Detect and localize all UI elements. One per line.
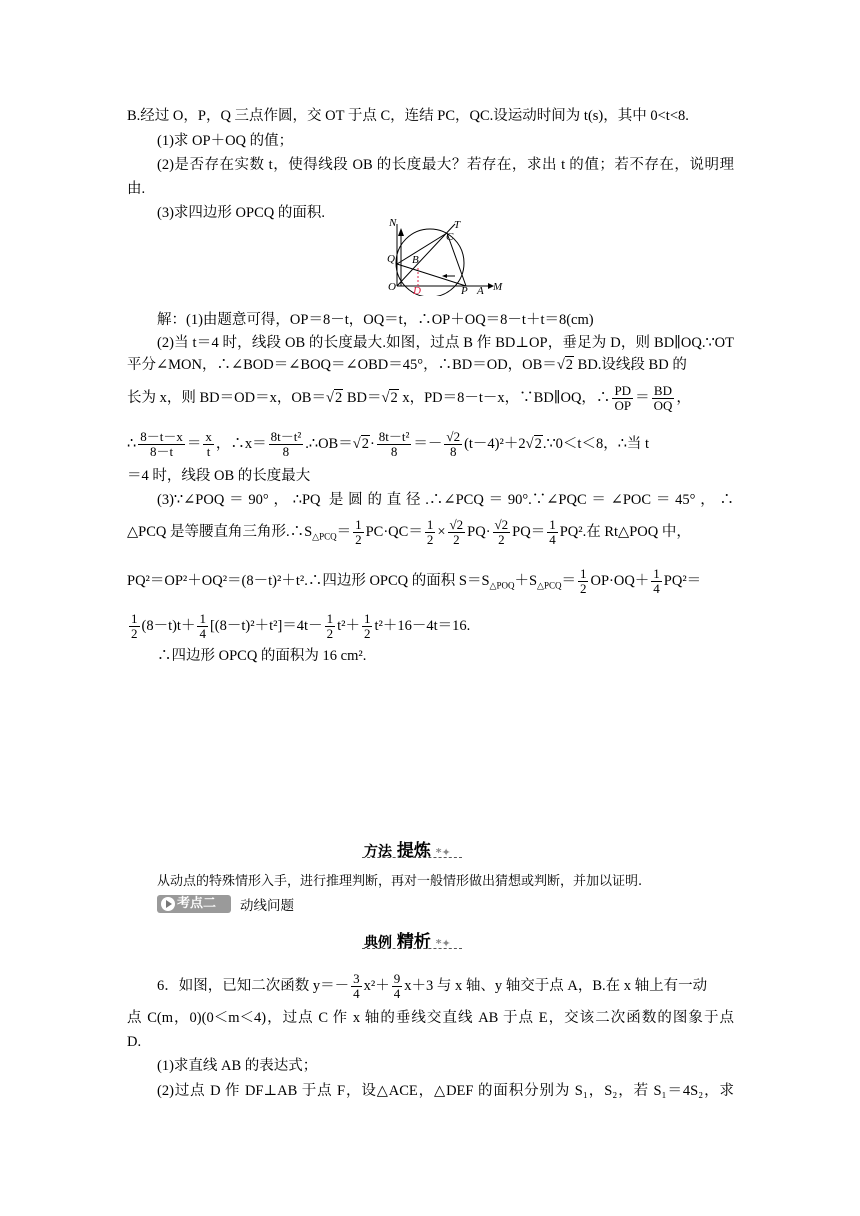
- fraction: $\frac{8-t-x}{8-t}$: [140, 429, 183, 459]
- badge-label: 考点二: [177, 896, 217, 911]
- text: ＝: [336, 523, 352, 540]
- text: BD.设线段 BD 的: [577, 357, 687, 373]
- label-d: D: [413, 285, 421, 296]
- star-icon: *✦: [435, 846, 451, 859]
- text: ＝: [561, 572, 576, 589]
- fraction: $\frac{1}{4}$: [549, 517, 556, 547]
- solution-line: ＝4 时，线段 OB 的长度最大: [127, 468, 311, 484]
- fraction: $\frac{1}{2}$: [363, 611, 371, 641]
- fraction: $\frac{BD}{OQ}$: [653, 383, 673, 413]
- problem-6-line: 点 C(m，0)(0＜m＜4)，过点 C 作 x 轴的垂线交直线 AB 于点 E，交该二次函数的图象于点: [127, 1010, 734, 1026]
- text: ×: [437, 523, 446, 540]
- text: ＝: [186, 435, 202, 452]
- text: ＋S: [514, 572, 538, 589]
- text: PQ＝: [512, 523, 546, 540]
- header-small: 典例: [364, 935, 392, 951]
- text: x，PD＝8－t－x，∵BD∥OQ，∴: [402, 389, 611, 406]
- text: .∵0＜t＜8，∴当 t: [542, 435, 650, 452]
- subscript: △PCQ: [537, 580, 562, 591]
- text: PQ·: [467, 523, 491, 540]
- divider: [362, 857, 462, 858]
- text: ＝－: [413, 435, 443, 452]
- solution-line: [127, 612, 734, 641]
- fraction: $\frac{1}{2}$: [326, 611, 334, 641]
- solution-line: [127, 518, 734, 547]
- solution-line: [127, 567, 734, 596]
- label-a: A: [477, 285, 484, 296]
- sqrt: √2: [325, 389, 343, 406]
- text: PC·QC＝: [365, 523, 423, 540]
- question-2: (2)是否存在实数 t，使得线段 OB 的长度最大？若存在，求出 t 的值；若不存在，说明理: [157, 157, 734, 173]
- header-big: 精析: [396, 932, 431, 952]
- divider: [362, 948, 462, 949]
- label-t: T: [454, 219, 461, 231]
- label-n: N: [389, 217, 397, 229]
- fraction: $\frac{x}{t}$: [205, 429, 212, 459]
- header-small: 方法: [364, 844, 392, 860]
- section-badge: [157, 895, 231, 913]
- text: 平分∠MON，∴∠BOD＝∠BOQ＝∠OBD＝45°，∴BD＝OD，OB＝: [127, 357, 557, 373]
- text: OP·OQ＋: [590, 572, 650, 589]
- sqrt: √2: [381, 389, 398, 406]
- text: x²＋: [363, 977, 390, 994]
- play-icon: [161, 897, 175, 911]
- subscript: △PCQ: [312, 531, 337, 542]
- geometry-figure: [385, 216, 505, 296]
- fraction: $\frac{PD}{OP}$: [614, 383, 632, 413]
- text: t²＋16－4t＝16.: [374, 617, 471, 634]
- solution-conclusion: ∴四边形 OPCQ 的面积为 16 cm².: [157, 648, 367, 664]
- question-2-cont: 由.: [127, 181, 146, 197]
- fraction: $\frac{\text{8t－t²}}{8}$: [270, 429, 302, 459]
- fraction: $\frac{\text{8t－t²}}{8}$: [378, 429, 410, 459]
- sqrt: √2: [352, 435, 369, 452]
- star-icon: *✦: [435, 937, 451, 950]
- solution-line: [127, 355, 734, 375]
- text: ·: [369, 435, 375, 452]
- solution-part-1: 解：(1)由题意可得，OP＝8－t，OQ＝t，∴OP＋OQ＝8－t＋t＝8(cm): [157, 312, 594, 328]
- section-title: 动线问题: [240, 898, 294, 914]
- header-big: 提炼: [396, 841, 431, 861]
- text: △PCQ 是等腰直角三角形.∴S: [127, 523, 313, 540]
- fraction: $\frac{√2}{2}$: [494, 517, 509, 547]
- text: (t－4)²＋2: [464, 435, 526, 452]
- solution-line: [127, 430, 734, 459]
- fraction: $\frac{3}{4}$: [353, 971, 360, 1001]
- text: PQ²＝: [663, 572, 702, 589]
- text: (8－t)t＋: [141, 617, 196, 634]
- solution-part-2: (2)当 t＝4 时，线段 OB 的长度最大.如图，过点 B 作 BD⊥OP，垂足为 D，则 BD∥OQ.∵OT: [157, 335, 734, 351]
- label-b: B: [412, 254, 419, 266]
- label-c: C: [446, 231, 454, 243]
- fraction: $\frac{√2}{2}$: [449, 517, 464, 547]
- question-1: (1)求 OP＋OQ 的值；: [157, 133, 294, 149]
- solution-part-3: (3)∵∠POQ＝90°，∴PQ 是圆的直径.∴∠PCQ＝90°.∵∠PQC＝∠POC＝45°，∴: [157, 492, 734, 508]
- problem-6-line: [157, 972, 734, 1001]
- sqrt: √2: [556, 357, 574, 373]
- text: BD＝: [346, 389, 382, 406]
- fraction: $\frac{9}{4}$: [393, 971, 401, 1001]
- fraction: $\frac{1}{4}$: [199, 611, 206, 641]
- fraction: $\frac{1}{4}$: [653, 566, 660, 596]
- problem-6-question-2: (2)过点 D 作 DF⊥AB 于点 F，设△ACE，△DEF 的面积分别为 S₁，S₂，若 S₁＝4S₂，求: [157, 1083, 734, 1099]
- fraction: $\frac{1}{2}$: [579, 566, 587, 596]
- text: 6．如图，已知二次函数 y＝－: [157, 977, 350, 994]
- text: ，∴x＝: [215, 435, 267, 452]
- text: t²＋: [337, 617, 360, 634]
- label-q: Q: [387, 253, 395, 265]
- label-p: P: [461, 285, 468, 296]
- fraction: $\frac{1}{2}$: [426, 517, 434, 547]
- problem-6-question-1: (1)求直线 AB 的表达式；: [157, 1058, 318, 1074]
- sqrt: √2: [525, 435, 542, 452]
- text: PQ².在 Rt△POQ 中，: [559, 523, 691, 540]
- text: x＋3 与 x 轴、y 轴交于点 A，B.在 x 轴上有一动: [404, 977, 708, 994]
- text: ，: [676, 389, 691, 406]
- text: 长为 x，则 BD＝OD＝x，OB＝: [127, 389, 326, 406]
- text: ∴: [127, 435, 137, 452]
- method-text: 从动点的特殊情形入手，进行推理判断，再对一般情形做出猜想或判断，并加以证明.: [157, 874, 643, 889]
- subscript: △POQ: [489, 580, 515, 591]
- problem-line: B.经过 O，P，Q 三点作圆，交 OT 于点 C，连结 PC，QC.设运动时间为 t(s)，其中 0<t<8.: [127, 108, 689, 124]
- fraction: $\frac{1}{2}$: [355, 517, 362, 547]
- solution-line: [127, 384, 734, 413]
- text: PQ²＝OP²＋OQ²＝(8－t)²＋t².∴四边形 OPCQ 的面积 S＝S: [127, 572, 490, 589]
- fraction: $\frac{√2}{8}$: [446, 429, 461, 459]
- problem-6-line: D.: [127, 1034, 142, 1050]
- label-o: O: [388, 281, 396, 293]
- text: .∴OB＝: [305, 435, 353, 452]
- text: ＝: [635, 389, 650, 406]
- question-3: (3)求四边形 OPCQ 的面积.: [157, 205, 325, 221]
- label-m: M: [493, 281, 503, 293]
- fraction: $\frac{1}{2}$: [131, 611, 138, 641]
- text: [(8－t)²＋t²]＝4t－: [209, 617, 323, 634]
